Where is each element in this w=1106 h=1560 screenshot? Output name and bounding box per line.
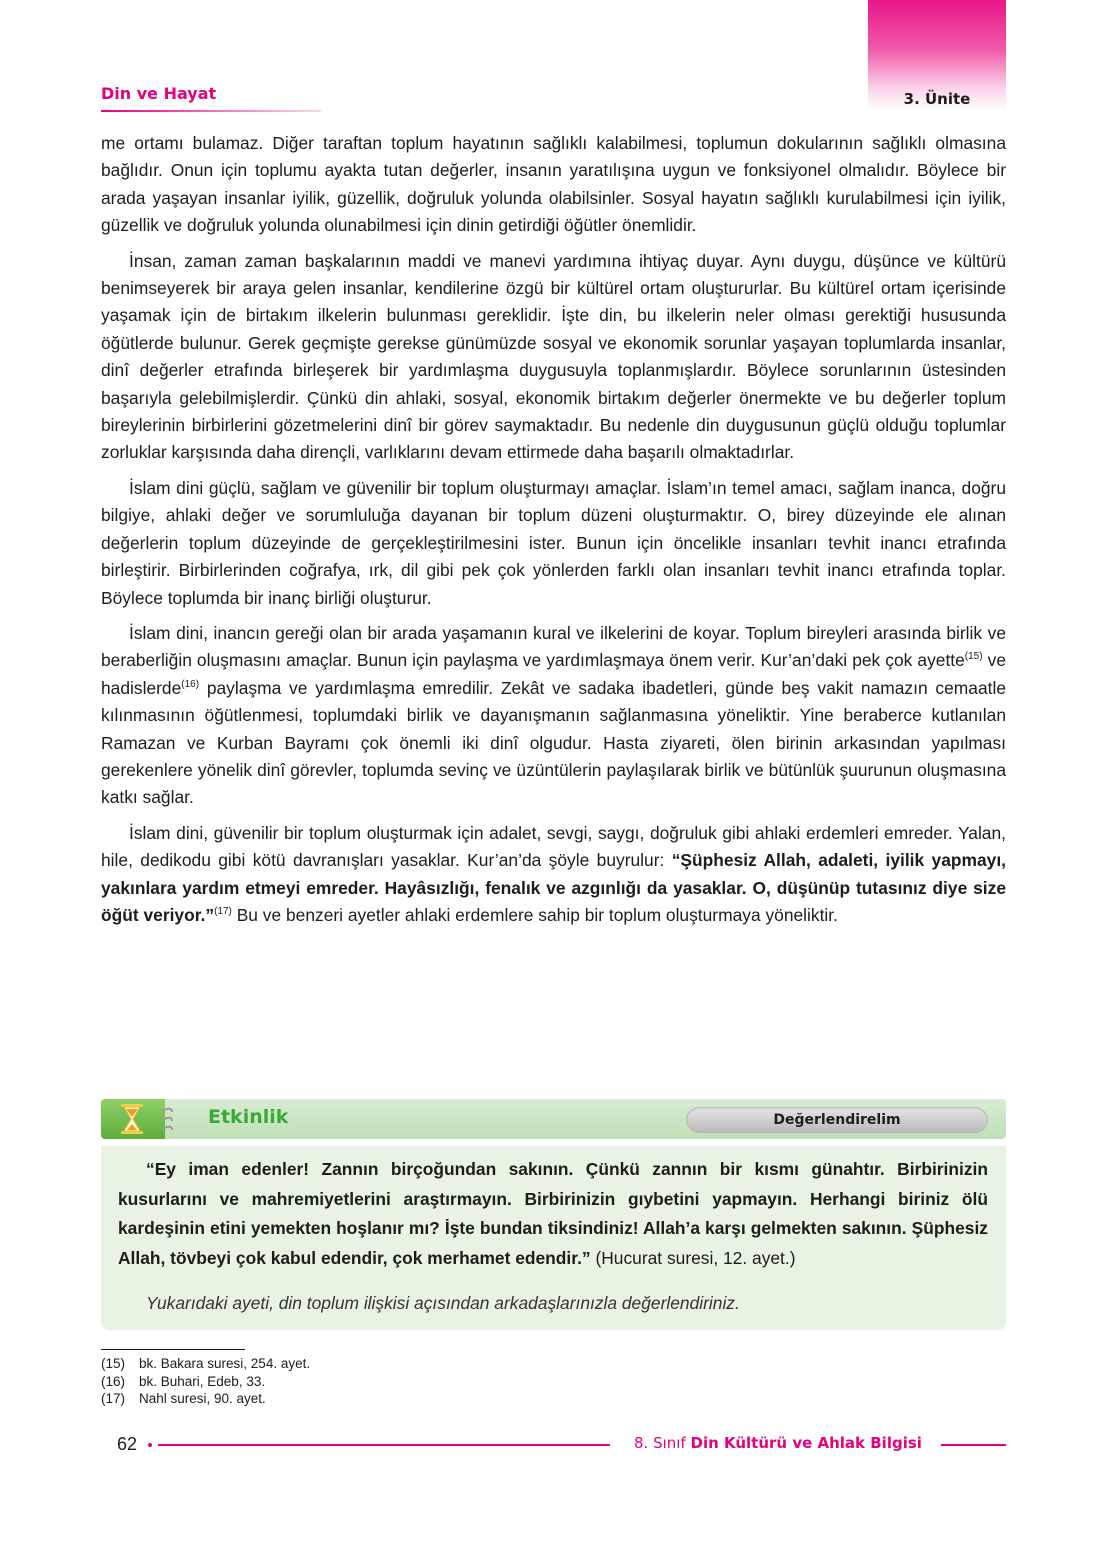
footnote-17	[101, 1390, 310, 1408]
activity-quote	[118, 1155, 988, 1273]
activity-verse-source: (Hucurat suresi, 12. ayet.)	[590, 1247, 796, 1268]
paragraph-2: İnsan, zaman zaman başkalarının maddi ve manevi yardımına ihtiyaç duyar. Aynı duygu, düşünce ve kültürü benimseyerek bir araya gelen insanlar, kendilerine özgü bir kültürel ortam oluştururlar. Bu kültürel ortam içerisinde yaşamak için de birtakım ilkelerin bulunması gereklidir. İşte din, bu ilkelerin neler olması gerektiği hususunda öğütlerde bulunur. Gerek geçmişte gerekse günümüzde sosyal ve ekonomik sorunlar yaşayan toplumlarda insanlar, dinî değerler etrafında birleşerek bir yardımlaşma duygusuyla toplanmışlardır. Böylece sorunlarının üstesinden başarıyla gelebilmişlerdir. Çünkü din ahlaki, sosyal, ekonomik birtakım değerler önermekte ve bu değerler toplum bireylerinin birbirlerini gözetmelerini dinî bir görev saymaktadır. Bu nedenle din duygusunun güçlü olduğu toplumlar zorluklar karşısında daha dirençli, varlıklarını devam ettirmede daha başarılı olmaktadırlar.	[101, 250, 1006, 463]
footnote-ref-15: (15)	[964, 651, 983, 663]
activity-question: Yukarıdaki ayeti, din toplum ilişkisi açısından arkadaşlarınızla değerlendiriniz.	[146, 1293, 740, 1313]
footer-dot	[148, 1443, 152, 1447]
footnote-16	[101, 1373, 310, 1391]
footer-grade: 8. Sınıf	[634, 1434, 691, 1452]
footnote-text: bk. Bakara suresi, 254. ayet.	[139, 1356, 311, 1371]
footnote-number: (17)	[101, 1391, 126, 1406]
footer-rule-right	[941, 1444, 1006, 1446]
footnote-text: bk. Buhari, Edeb, 33.	[139, 1373, 266, 1389]
activity-label: Etkinlik	[208, 1106, 289, 1128]
unit-label: 3. Ünite	[903, 90, 971, 108]
activity-quote-paragraph	[118, 1155, 988, 1273]
footnote-ref-17: (17)	[214, 906, 232, 918]
footnote-number: (16)	[101, 1373, 126, 1389]
footnote-divider	[101, 1349, 245, 1350]
footer-subject: Din Kültürü ve Ahlak Bilgisi	[690, 1434, 922, 1452]
footnotes	[101, 1355, 310, 1408]
paragraph-1: me ortamı bulamaz. Diğer taraftan toplum hayatının sağlıklı kalabilmesi, toplumun dokularının sağlıklı olmasına bağlıdır. Onun için toplumu ayakta tutan değerler, insanın yaratılışına uygun ve fonksiyonel olmalıdır. Böylece bir arada yaşayan insanlar iyilik, güzellik, doğruluk yolunda olabilsinler. Sosyal hayatın sağlıklı kurulabilmesi için iyilik, güzellik ve doğruluk yolunda olunabilmesi için dinin getirdiği öğütler önemlidir.	[101, 133, 1006, 236]
paragraph-4-text-b: ve hadislerde	[101, 650, 1006, 698]
footnote-number: (15)	[101, 1356, 126, 1371]
page-number: 62	[117, 1434, 138, 1454]
hourglass-icon	[118, 1103, 146, 1135]
paragraph-4	[101, 620, 1006, 812]
header-underline	[101, 110, 321, 112]
main-text	[101, 130, 1006, 937]
paragraph-4-text-a: İslam dini, inancın gereği olan bir arada yaşamanın kural ve ilkelerini de koyar. Toplum bireyleri arasında birlik ve beraberliğin oluşmasını amaçlar. Bunun için paylaşma ve yardımlaşmaya önem verir. Kur’an’daki pek çok ayette	[101, 622, 1006, 671]
activity-badge: Değerlendirelim	[686, 1107, 988, 1133]
verse-quote: “Şüphesiz Allah, adaleti, iyilik yapmayı, yakınlara yardım etmeyi emreder. Hayâsızlığı, fenalık ve azgınlığı da yasaklar. O, düşünüp tutasınız diye size öğüt veriyor.”	[101, 850, 1006, 925]
paragraph-3: İslam dini güçlü, sağlam ve güvenilir bir toplum oluşturmayı amaçlar. İslam’ın temel amacı, sağlam inanca, doğru bilgiye, ahlaki değer ve sorumluluğa dayanan bir toplum düzeni oluşturmaktır. O, birey düzeyinde ele alınan değerlerin toplum düzeyinde de gerçekleştirilmesini ister. Bunun için öncelikle insanları tevhit inancı etrafında birleştirir. Birbirlerinden coğrafya, ırk, dil gibi pek çok yönlerden farklı olan insanları tevhit inancı etrafında toplar. Böylece toplumda bir inanç birliği oluşturur.	[101, 477, 1006, 608]
footnote-ref-16: (16)	[181, 678, 200, 690]
activity-verse: “Ey iman edenler! Zannın birçoğundan sakının. Çünkü zannın bir kısmı günahtır. Birbirinizin kusurlarını ve mahremiyetlerini araştırmayın. Birbirinizin gıybetini yapmayın. Herhangi biriniz ölü kardeşinin etini yemekten hoşlanır mı? İşte bundan tiksindiniz! Allah’a karşı gelmekten sakının. Şüphesiz Allah, tövbeyi çok kabul edendir, çok merhamet edendir.”	[118, 1159, 988, 1268]
footer-rule-left	[158, 1444, 610, 1446]
binder-ring-icon	[160, 1104, 176, 1136]
paragraph-5	[101, 820, 1006, 930]
paragraph-4-text-c: paylaşma ve yardımlaşma emredilir. Zekât ve sadaka ibadetleri, günde beş vakit namazın cemaatle kılınmasının öğütlenmesi, toplumdaki birlik ve dayanışmanın sağlanmasına yöneliktir. Yine beraberce kutlanılan Ramazan ve Kurban Bayramı çok önemli iki dinî olgudur. Hasta ziyareti, ölen birinin arkasından yapılması gerekenlere yönelik dinî görevler, toplumda sevinç ve üzüntülerin paylaşılarak birlik ve bütünlük şuurunun oluşmasına katkı sağlar.	[101, 677, 1006, 808]
running-header-title: Din ve Hayat	[101, 84, 217, 103]
footnote-text: Nahl suresi, 90. ayet.	[139, 1391, 266, 1406]
footnote-15	[101, 1355, 310, 1373]
footer-book-title	[634, 1434, 922, 1452]
paragraph-5-text-c: Bu ve benzeri ayetler ahlaki erdemlere sahip bir toplum oluşturmaya yöneliktir.	[231, 904, 838, 925]
paragraph-5-text-a: İslam dini, güvenilir bir toplum oluşturmak için adalet, sevgi, saygı, doğruluk gibi ahlaki erdemleri emreder. Yalan, hile, dedikodu gibi kötü davranışları yasaklar. Kur’an’da şöyle buyrulur:	[101, 822, 1006, 871]
